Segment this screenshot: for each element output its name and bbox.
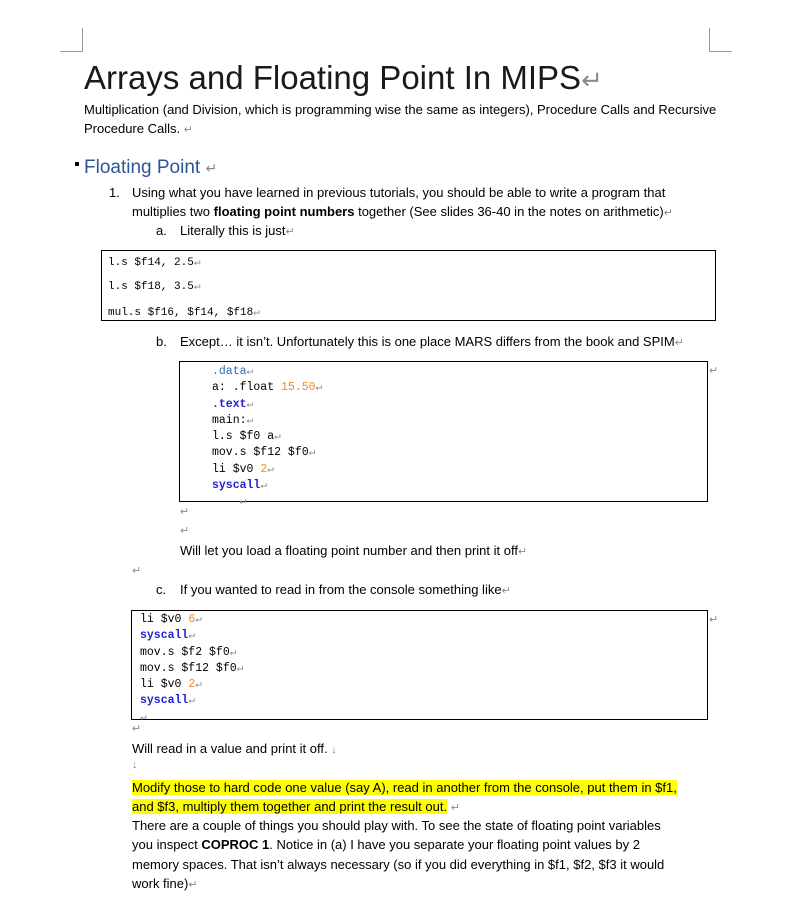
list-item-b-letter: b. [156, 334, 167, 349]
code-box-2[interactable] [179, 361, 708, 509]
list-item-b-text[interactable]: Except… it isn’t. Unfortunately this is one place MARS differs from the book and SPIM↵ [180, 334, 684, 349]
code-block: .data↵ a: .float 15.50↵ .text↵ main:↵ l.s $f0 a↵ mov.s $f12 $f0↵ li $v0 2↵ syscall↵ ↵ [212, 365, 323, 509]
end-of-row-mark: ↵ [709, 614, 719, 626]
empty-paragraph-mark: ↵ [180, 525, 190, 537]
paragraph-line3[interactable]: memory spaces. That isn’t always necessary (so if you did everything in $f1, $f2, $f3 it would [132, 857, 665, 872]
after-b-text[interactable]: Will let you load a floating point number and then print it off↵ [180, 543, 528, 558]
empty-paragraph-mark: ↵ [132, 723, 142, 735]
list-item-a-text[interactable]: Literally this is just↵ [180, 223, 295, 238]
paragraph-line1[interactable]: There are a couple of things you should play with. To see the state of floating point variables [132, 818, 661, 833]
paragraph-line2[interactable]: you inspect COPROC 1. Notice in (a) I have you separate your floating point values by 2 [132, 837, 640, 852]
code-block: li $v0 6↵ syscall↵ mov.s $f2 $f0↵ mov.s $f12 $f0↵ li $v0 2↵ syscall↵ ↵ [140, 613, 244, 724]
empty-paragraph-mark: ↵ [180, 506, 190, 518]
section-heading[interactable]: Floating Point ↵ [84, 157, 218, 178]
code-line: l.s $f18, 3.5↵ [108, 281, 201, 293]
end-of-row-mark: ↵ [709, 365, 719, 377]
line-break-mark: ↓ [132, 759, 138, 771]
list-item-c-letter: c. [156, 582, 167, 597]
highlighted-instruction-line2[interactable]: and $f3, multiply them together and print the result out. ↵ [132, 799, 460, 814]
list-item-1-line1[interactable]: Using what you have learned in previous tutorials, you should be able to write a program that [132, 185, 666, 200]
code-box-1[interactable] [101, 250, 716, 321]
list-item-number: 1. [109, 185, 120, 200]
code-line: l.s $f14, 2.5↵ [108, 257, 201, 269]
empty-paragraph-mark: ↵ [132, 565, 142, 577]
code-box-3[interactable] [131, 610, 708, 724]
document-title[interactable]: Arrays and Floating Point In MIPS↵ [84, 59, 603, 96]
heading-bullet [75, 162, 79, 166]
crop-mark-right [709, 28, 732, 52]
paragraph-line4[interactable]: work fine)↵ [132, 876, 198, 891]
list-item-a-letter: a. [156, 223, 167, 238]
code-line: mul.s $f16, $f14, $f18↵ [108, 307, 260, 319]
list-item-1-line2[interactable]: multiplies two floating point numbers together (See slides 36-40 in the notes on arithmetic)↵ [132, 204, 673, 219]
list-item-c-text[interactable]: If you wanted to read in from the console something like↵ [180, 582, 511, 597]
after-c-text[interactable]: Will read in a value and print it off. ↓ [132, 741, 337, 756]
subtitle-paragraph[interactable]: Multiplication (and Division, which is programming wise the same as integers), Procedure Calls and Recursive Procedure Calls. ↵ [84, 102, 717, 136]
crop-mark-left [60, 28, 83, 52]
highlighted-instruction-line1[interactable]: Modify those to hard code one value (say A), read in another from the console, put them in $f1, [132, 780, 677, 795]
